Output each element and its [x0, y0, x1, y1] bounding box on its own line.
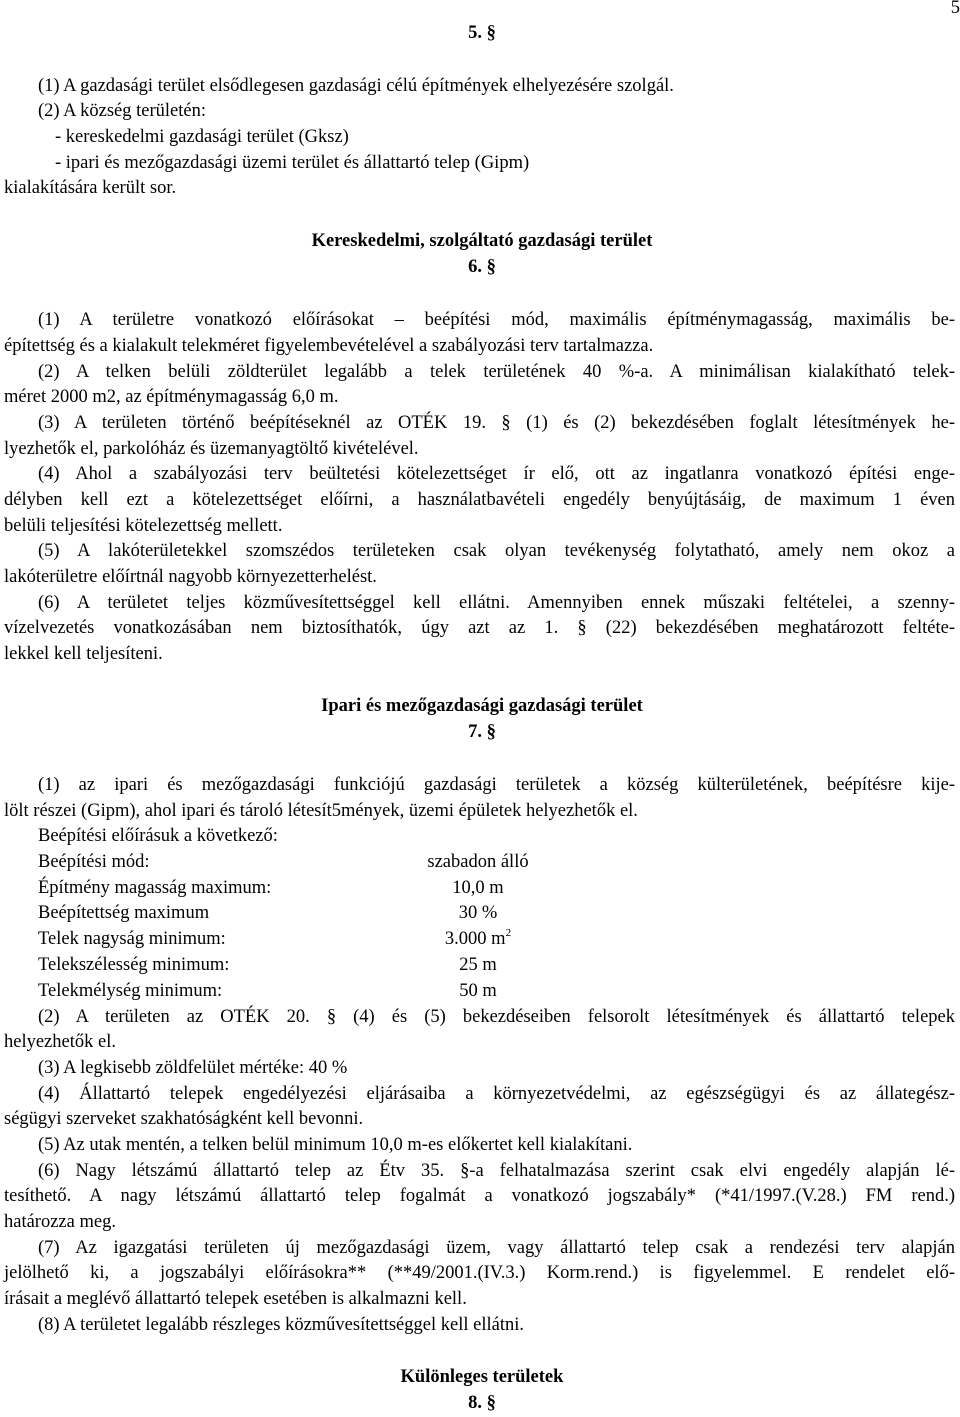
table-value: szabadon álló [427, 852, 529, 872]
paragraph-line: (6) Nagy létszámú állattartó telep az Étv 35. §-a felhatalmazása szerint csak elvi engedély alapján lé- [38, 1161, 955, 1181]
paragraph-line: lyezhetők el, parkolóház és üzemanyagtöltő kivételével. [4, 439, 419, 459]
table-value: 25 m [459, 955, 497, 975]
table-row [38, 851, 558, 873]
paragraph-line: (1) A gazdasági terület elsődlegesen gazdasági célú építmények elhelyezésére szolgál. [38, 76, 674, 96]
table-row [38, 877, 558, 899]
paragraph-line: ségügyi szerveket szakhatóságként kell bevonni. [4, 1109, 364, 1129]
table-value [388, 928, 568, 950]
paragraph-line: (6) A területet teljes közművesítettséggel kell ellátni. Amennyiben ennek műszaki feltételei, a szenny- [38, 593, 955, 613]
table-label: Telek nagyság minimum: [38, 929, 226, 949]
paragraph-line: méret 2000 m2, az építménymagasság 6,0 m. [4, 387, 339, 407]
table-value-text: 3.000 m [444, 929, 506, 949]
table-label: Építmény magasság maximum: [38, 878, 272, 898]
paragraph-line: (2) A telken belüli zöldterület legalább a telek területének 40 %-a. A minimálisan kialakítható telek- [38, 362, 955, 382]
paragraph-line: belüli teljesítési kötelezettség mellett. [4, 516, 283, 536]
paragraph-line: (5) A lakóterületekkel szomszédos területeken csak olyan tevékenység folytatható, amely nem okoz a [38, 541, 955, 561]
paragraph-line: lekkel kell teljesíteni. [4, 644, 163, 664]
paragraph-line: délyben kell ezt a kötelezettséget előírni, a használatbavételi engedély benyújtásáig, de maximum 1 éven [4, 490, 955, 510]
paragraph-line: (4) Állattartó telepek engedélyezési eljárásaiba a környezetvédelmi, az egészségügyi és az állategész- [38, 1084, 955, 1104]
page-number: 5 [950, 0, 960, 18]
paragraph-line: (2) A területen az OTÉK 20. § (4) és (5) bekezdéseiben felsorolt létesítmények és állattartó telepek [38, 1007, 955, 1027]
section-8-heading: Különleges területek [400, 1367, 564, 1387]
paragraph-line: (1) A területre vonatkozó előírásokat – beépítési mód, maximális építménymagasság, maximális be- [38, 310, 955, 330]
paragraph-line: vízelvezetés vonatkozásában nem biztosíthatók, úgy azt az 1. § (22) bekezdésében meghatározott feltéte- [4, 618, 955, 638]
table-value: 10,0 m [452, 878, 504, 898]
table-row [38, 954, 558, 976]
table-value: 50 m [459, 981, 497, 1001]
section-7-number: 7. § [468, 722, 496, 742]
paragraph-line: - ipari és mezőgazdasági üzemi terület és állattartó telep (Gipm) [55, 153, 530, 173]
paragraph-line: jelölhető ki, a jogszabályi előírásokra** (**49/2001.(IV.3.) Korm.rend.) is figyelemmel. E rendelet elő- [4, 1263, 955, 1283]
table-label: Telekszélesség minimum: [38, 955, 230, 975]
paragraph-line: határozza meg. [4, 1212, 116, 1232]
paragraph-line: helyezhetők el. [4, 1032, 116, 1052]
section-8-number: 8. § [468, 1393, 496, 1413]
paragraph-line: tesíthető. A nagy létszámú állattartó telep fogalmát a vonatkozó jogszabály* (*41/1997.(V.28.) FM rend.) [4, 1186, 955, 1206]
table-row [38, 928, 558, 950]
paragraph-line: (1) az ipari és mezőgazdasági funkciójú gazdasági területek a község külterületének, beépítésre kije- [38, 775, 955, 795]
section-6-number: 6. § [468, 257, 496, 277]
table-label: Beépítettség maximum [38, 903, 210, 923]
paragraph-line: írásait a meglévő állattartó telepek esetében is alkalmazni kell. [4, 1289, 467, 1309]
superscript: 2 [505, 927, 512, 939]
table-row [38, 980, 558, 1002]
paragraph-line: (3) A legkisebb zöldfelület mértéke: 40 % [38, 1058, 348, 1078]
table-label: Telekmélység minimum: [38, 981, 223, 1001]
paragraph-line: (7) Az igazgatási területen új mezőgazdasági üzem, vagy állattartó telep csak a rendezési terv alapján [38, 1238, 955, 1258]
paragraph-line: (4) Ahol a szabályozási terv beültetési kötelezettséget ír elő, ott az ingatlanra vonatkozó építési enge- [38, 464, 955, 484]
paragraph-line: (2) A község területén: [38, 101, 206, 121]
paragraph-line: lölt részei (Gipm), ahol ipari és tároló létesít5mények, üzemi épületek helyezhetők el. [4, 801, 638, 821]
table-value: 30 % [458, 903, 498, 923]
section-7-heading: Ipari és mezőgazdasági gazdasági terület [321, 696, 643, 716]
paragraph-line: Beépítési előírásuk a következő: [38, 826, 278, 846]
paragraph-line: (8) A területet legalább részleges közművesítettséggel kell ellátni. [38, 1315, 524, 1335]
table-label: Beépítési mód: [38, 852, 150, 872]
section-6-heading: Kereskedelmi, szolgáltató gazdasági terület [311, 231, 653, 251]
section-5-number: 5. § [468, 23, 496, 43]
paragraph-line: (3) A területen történő beépítéseknél az OTÉK 19. § (1) és (2) bekezdésében foglalt létesítmények he- [38, 413, 955, 433]
paragraph-line: építettség és a kialakult telekméret figyelembevételével a szabályozási terv tartalmazza. [4, 336, 654, 356]
paragraph-line: lakóterületre előírtnál nagyobb környezetterhelést. [4, 567, 377, 587]
paragraph-line: (5) Az utak mentén, a telken belül minimum 10,0 m-es előkertet kell kialakítani. [38, 1135, 633, 1155]
paragraph-line: - kereskedelmi gazdasági terület (Gksz) [55, 127, 349, 147]
paragraph-line: kialakítására került sor. [4, 178, 177, 198]
table-row [38, 902, 558, 924]
